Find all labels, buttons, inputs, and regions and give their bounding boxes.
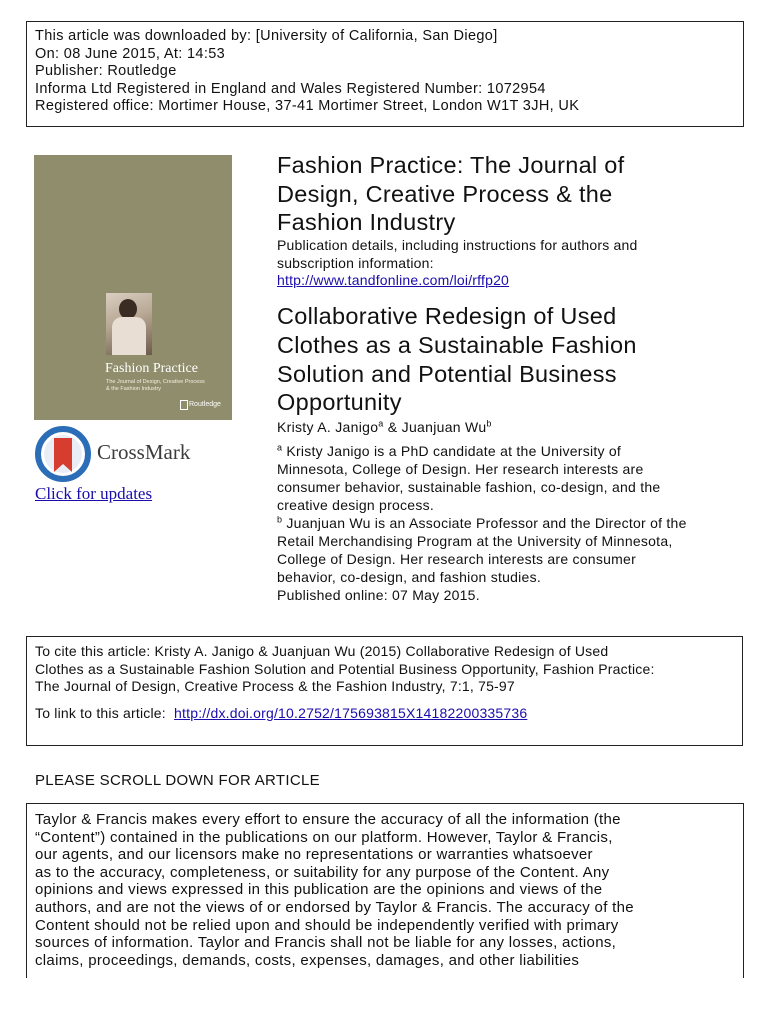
author-separator: &	[383, 419, 402, 435]
click-for-updates-link[interactable]: Click for updates	[35, 484, 153, 503]
download-info-line: This article was downloaded by: [University of California, San Diego]	[35, 28, 498, 44]
cover-photo-head	[119, 299, 137, 319]
affiliation-line: Minnesota, College of Design. Her research interests are	[277, 461, 644, 477]
author-name: Juanjuan Wu	[401, 419, 487, 435]
cover-subtitle-line: & the Fashion Industry	[106, 386, 162, 392]
publication-details-line: Publication details, including instructions for authors and	[277, 237, 638, 253]
journal-title-line: Fashion Industry	[277, 209, 456, 235]
affiliation-line: behavior, co-design, and fashion studies.	[277, 569, 541, 585]
journal-url-link[interactable]: http://www.tandfonline.com/loi/rffp20	[277, 272, 510, 288]
article-link-label: To link to this article:	[35, 704, 166, 721]
affiliation-line: Retail Merchandising Program at the University of Minnesota,	[277, 533, 673, 549]
article-title-line: Collaborative Redesign of Used	[277, 303, 617, 329]
cover-subtitle	[106, 379, 205, 393]
author-list	[277, 419, 492, 436]
affiliation-marker: b	[486, 418, 492, 429]
disclaimer-line: Taylor & Francis makes every effort to ensure the accuracy of all the information (the	[35, 811, 621, 828]
journal-title	[277, 151, 624, 237]
affiliation-text: Juanjuan Wu is an Associate Professor and the Director of the	[282, 515, 687, 531]
cover-publisher: Routledge	[189, 401, 221, 408]
affiliation-line	[277, 514, 687, 532]
affiliation-line: College of Design. Her research interests are consumer	[277, 551, 636, 567]
disclaimer-line: as to the accuracy, completeness, or suitability for any purpose of the Content. Any	[35, 863, 610, 881]
cover-photo-body	[112, 317, 146, 355]
citation-line: Clothes as a Sustainable Fashion Solution and Potential Business Opportunity, Fashion Practice:	[35, 660, 655, 677]
affiliation-text: Kristy Janigo is a PhD candidate at the University of	[282, 443, 622, 459]
affiliation-line: consumer behavior, sustainable fashion, co-design, and the	[277, 479, 661, 495]
journal-cover-image	[34, 155, 232, 420]
article-title-line: Opportunity	[277, 389, 402, 416]
journal-title-line: Design, Creative Process & the	[277, 180, 613, 207]
publication-details-line: subscription information:	[277, 254, 434, 271]
disclaimer-line: “Content”) contained in the publications on our platform. However, Taylor & Francis,	[35, 828, 613, 846]
affiliations	[277, 442, 687, 604]
download-info-line: On: 08 June 2015, At: 14:53	[35, 45, 226, 62]
journal-title-line: Fashion Practice: The Journal of	[277, 152, 625, 178]
doi-link[interactable]: http://dx.doi.org/10.2752/175693815X14182200335736	[174, 704, 528, 721]
disclaimer-line: our agents, and our licensors make no representations or warranties whatsoever	[35, 846, 593, 864]
routledge-logo-icon	[180, 400, 188, 410]
affiliation-marker: b	[277, 514, 283, 525]
affiliation-marker: a	[378, 418, 384, 429]
article-title	[277, 302, 637, 417]
affiliation-line: creative design process.	[277, 497, 434, 513]
download-info-line: Informa Ltd Registered in England and Wales Registered Number: 1072954	[35, 80, 546, 97]
disclaimer-line: opinions and views expressed in this publication are the opinions and views of the	[35, 881, 603, 899]
crossmark-label[interactable]: CrossMark	[97, 440, 191, 464]
cover-photo	[106, 293, 152, 355]
article-title-line: Solution and Potential Business	[277, 360, 617, 387]
disclaimer-box	[26, 803, 744, 978]
citation-box	[26, 636, 743, 746]
disclaimer-line: sources of information. Taylor and Francis shall not be liable for any losses, actions,	[35, 934, 617, 952]
crossmark-logo-icon[interactable]	[35, 426, 91, 482]
affiliation-marker: a	[277, 442, 283, 453]
citation-line: The Journal of Design, Creative Process & the Fashion Industry, 7:1, 75-97	[35, 678, 515, 694]
author-name: Kristy A. Janigo	[277, 419, 379, 435]
cover-subtitle-line: The Journal of Design, Creative Process	[106, 379, 205, 385]
article-link-row	[35, 705, 742, 723]
disclaimer-line: claims, proceedings, demands, costs, expenses, damages, and other liabilities	[35, 951, 580, 969]
scroll-down-notice: PLEASE SCROLL DOWN FOR ARTICLE	[35, 772, 320, 789]
published-online-date: Published online: 07 May 2015.	[277, 587, 480, 603]
citation-line: To cite this article: Kristy A. Janigo & Juanjuan Wu (2015) Collaborative Redesign of Used	[35, 643, 609, 659]
download-info-line: Registered office: Mortimer House, 37-41 Mortimer Street, London W1T 3JH, UK	[35, 98, 580, 114]
download-info-box	[26, 21, 744, 127]
affiliation-line	[277, 442, 687, 460]
article-title-line: Clothes as a Sustainable Fashion	[277, 331, 637, 358]
cover-title: Fashion Practice	[105, 361, 198, 376]
publication-details	[277, 237, 637, 290]
disclaimer-line: authors, and are not the views of or endorsed by Taylor & Francis. The accuracy of the	[35, 898, 634, 916]
download-info-line: Publisher: Routledge	[35, 63, 177, 79]
disclaimer-line: Content should not be relied upon and should be independently verified with primary	[35, 916, 619, 934]
